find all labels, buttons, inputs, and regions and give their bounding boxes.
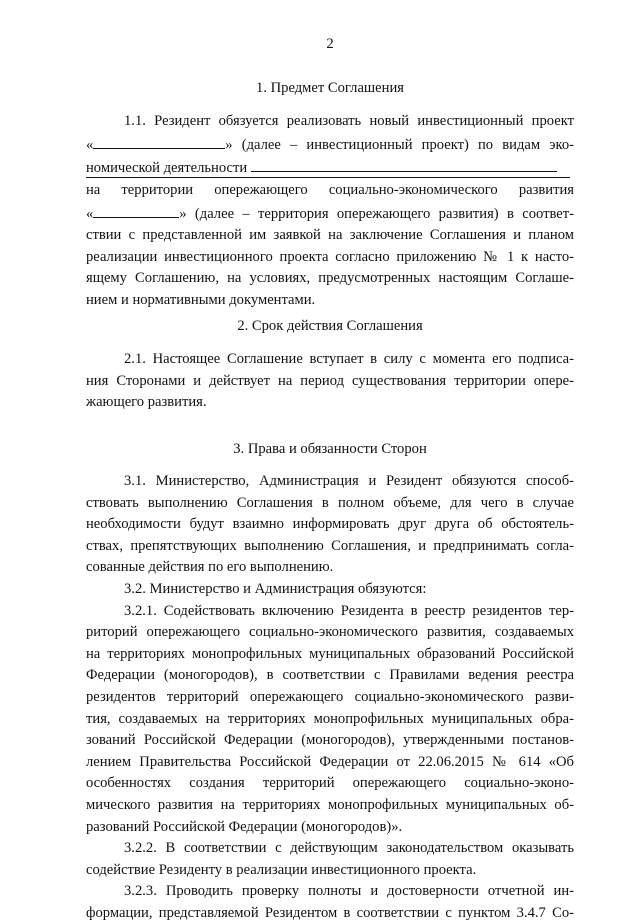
- text-line: риторий опережающего социально-экономического развития, создаваемых: [86, 624, 574, 641]
- text-line: ствах, препятствующих выполнению Соглашения, и предпринимать согла-: [86, 537, 574, 554]
- text-line: 3.2.1. Содействовать включению Резидента в реестр резидентов тер-: [124, 602, 574, 619]
- text-line: реализации инвестиционного проекта согласно приложению № 1 к насто-: [86, 248, 574, 265]
- activity-type-blank: [251, 156, 557, 172]
- text-line: тия, создаваемых на территориях монопрофильных муниципальных обра-: [86, 710, 574, 727]
- text-line: зований Российской Федерации (моногородов), утвержденными постанов-: [86, 732, 574, 749]
- text-fragment: опережающего: [214, 182, 308, 198]
- section-1-paragraph-1: [86, 111, 574, 180]
- text-fragment: » (далее – инвестиционный проект) по видам эко-: [225, 136, 574, 153]
- text-line: [86, 133, 574, 157]
- section-2-title: 2. Срок действия Соглашения: [237, 318, 423, 334]
- text-fragment: номической деятельности: [86, 160, 248, 177]
- text-line: [86, 202, 574, 226]
- text-fragment: социально-экономического: [328, 182, 498, 198]
- text-line: 2.1. Настоящее Соглашение вступает в силу с момента его подписа-: [124, 351, 574, 367]
- quote-open: «: [86, 205, 94, 222]
- text-line: 3.2.3. Проводить проверку полноты и достоверности отчетной ин-: [124, 883, 574, 900]
- text-line: разований Российской Федерации (моногородов)».: [86, 818, 403, 835]
- quote-open: «: [86, 136, 94, 153]
- text-fragment: » (далее – территория опережающего развития) в соответ-: [179, 205, 574, 222]
- text-line: ящему Соглашению, на условиях, предусмотренных настоящим Соглаше-: [86, 270, 574, 287]
- text-line: 1.1. Резидент обязуется реализовать новый инвестиционный проект: [124, 113, 574, 129]
- text-line: ствии с представленной им заявкой на заключение Соглашения и планом: [86, 227, 574, 244]
- text-fragment: на: [86, 182, 101, 198]
- text-line: на территориях монопрофильных муниципальных образований Российской: [86, 645, 574, 662]
- text-line: ствовать выполнению Соглашения в полном объеме, для чего в случае: [86, 494, 574, 511]
- text-line: резидентов территорий опережающего социально-экономического разви-: [86, 688, 574, 705]
- text-line: формации, представляемой Резидентом в соответствии с пунктом 3.4.7 Со-: [86, 904, 574, 921]
- text-line: мического развития на территориях монопрофильных муниципальных об-: [86, 796, 574, 813]
- section-2-paragraph-1: [86, 349, 574, 414]
- territory-name-blank: [93, 202, 179, 218]
- section-1-title: 1. Предмет Соглашения: [256, 80, 404, 96]
- text-line: 3.1. Министерство, Администрация и Резидент обязуются способ-: [124, 473, 574, 489]
- text-line: жающего развития.: [86, 394, 207, 411]
- section-1-paragraph-1-continued: [86, 180, 574, 312]
- text-fragment: территории: [121, 182, 194, 198]
- text-line: содействие Резиденту в реализации инвестиционного проекта.: [86, 861, 477, 878]
- text-line: сованные действия по его выполнению.: [86, 559, 334, 576]
- text-line: необходимости будут взаимно информировать друг друга об обстоятель-: [86, 516, 574, 533]
- page-number: 2: [326, 36, 334, 52]
- text-line: ния Сторонами и действует на период существования территории опере-: [86, 372, 574, 389]
- text-line: нием и нормативными документами.: [86, 291, 316, 308]
- activity-type-blank-continuation: [86, 177, 570, 178]
- text-line: лением Правительства Российской Федерации от 22.06.2015 № 614 «Об: [86, 753, 574, 770]
- section-3-paragraph-3-1: [86, 471, 574, 924]
- text-line: Федерации (моногородов), в соответствии с Правилами ведения реестра: [86, 667, 574, 684]
- text-line: 3.2. Министерство и Администрация обязуются:: [124, 580, 427, 597]
- section-3-title: 3. Права и обязанности Сторон: [233, 441, 427, 457]
- text-line: 3.2.2. В соответствии с действующим законодательством оказывать: [124, 840, 574, 857]
- text-line: [86, 180, 574, 202]
- text-line: особенностях создания территорий опережающего социально-эконо-: [86, 775, 574, 792]
- text-fragment: развития: [518, 182, 574, 198]
- project-name-blank: [93, 133, 225, 149]
